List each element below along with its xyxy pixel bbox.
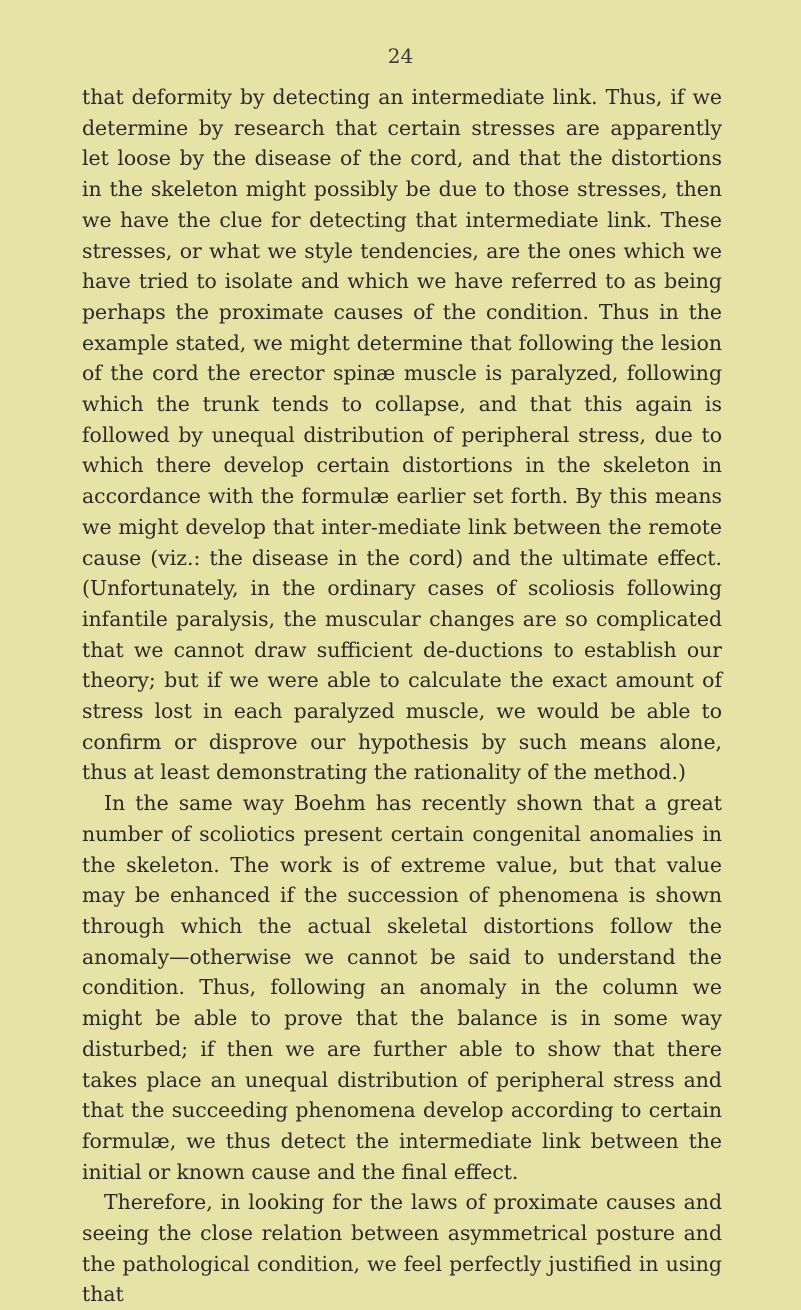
paragraph-boehm: In the same way Boehm has recently shown that a great number of scoliotics present certain congenital anomalies in the skeleton. The work is of extreme value, but that value may be enhanced if the succession of phenomena is shown through which the actual skeletal distortions follow the anomaly—otherwise we cannot be said to understand the condition. Thus, following an anomaly in the column we might be able to prove that the balance is in some way disturbed; if then we are further able to show that there takes place an unequal distribution of peripheral stress and that the succeeding phenomena develop according to certain formulæ, we thus detect the intermediate link between the initial or known cause and the final effect. — [82, 791, 722, 1184]
paragraph-therefore: Therefore, in looking for the laws of proximate causes and seeing the close relation between asymmetrical posture and the pathological condition, we feel perfectly justified in using that — [82, 1190, 722, 1307]
page-number: 24 — [387, 44, 414, 68]
paragraph-continuation: that deformity by detecting an intermediate link. Thus, if we determine by research that certain stresses are apparently let loose by the disease of the cord, and that the distortions in the skeleton might possibly be due to those stresses, then we have the clue for detecting that intermediate link. These stresses, or what we style tendencies, are the ones which we have tried to isolate and which we have referred to as being perhaps the proximate causes of the condition. Thus in the example stated, we might determine that following the lesion of the cord the erector spinæ muscle is paralyzed, following which the trunk tends to collapse, and that this again is followed by unequal distribution of peripheral stress, due to which there develop certain distortions in the skeleton in accordance with the formulæ earlier set forth. By this means we might develop that inter-mediate link between the remote cause (viz.: the disease in the cord) and the ultimate effect. (Unfortunately, in the ordinary cases of scoliosis following infantile paralysis, the muscular changes are so complicated that we cannot draw sufficient de-ductions to establish our theory; but if we were able to calculate the exact amount of stress lost in each paralyzed muscle, we would be able to confirm or disprove our hypothesis by such means alone, thus at least demonstrating the rationality of the method.) — [82, 85, 722, 785]
body-text — [82, 82, 722, 1310]
